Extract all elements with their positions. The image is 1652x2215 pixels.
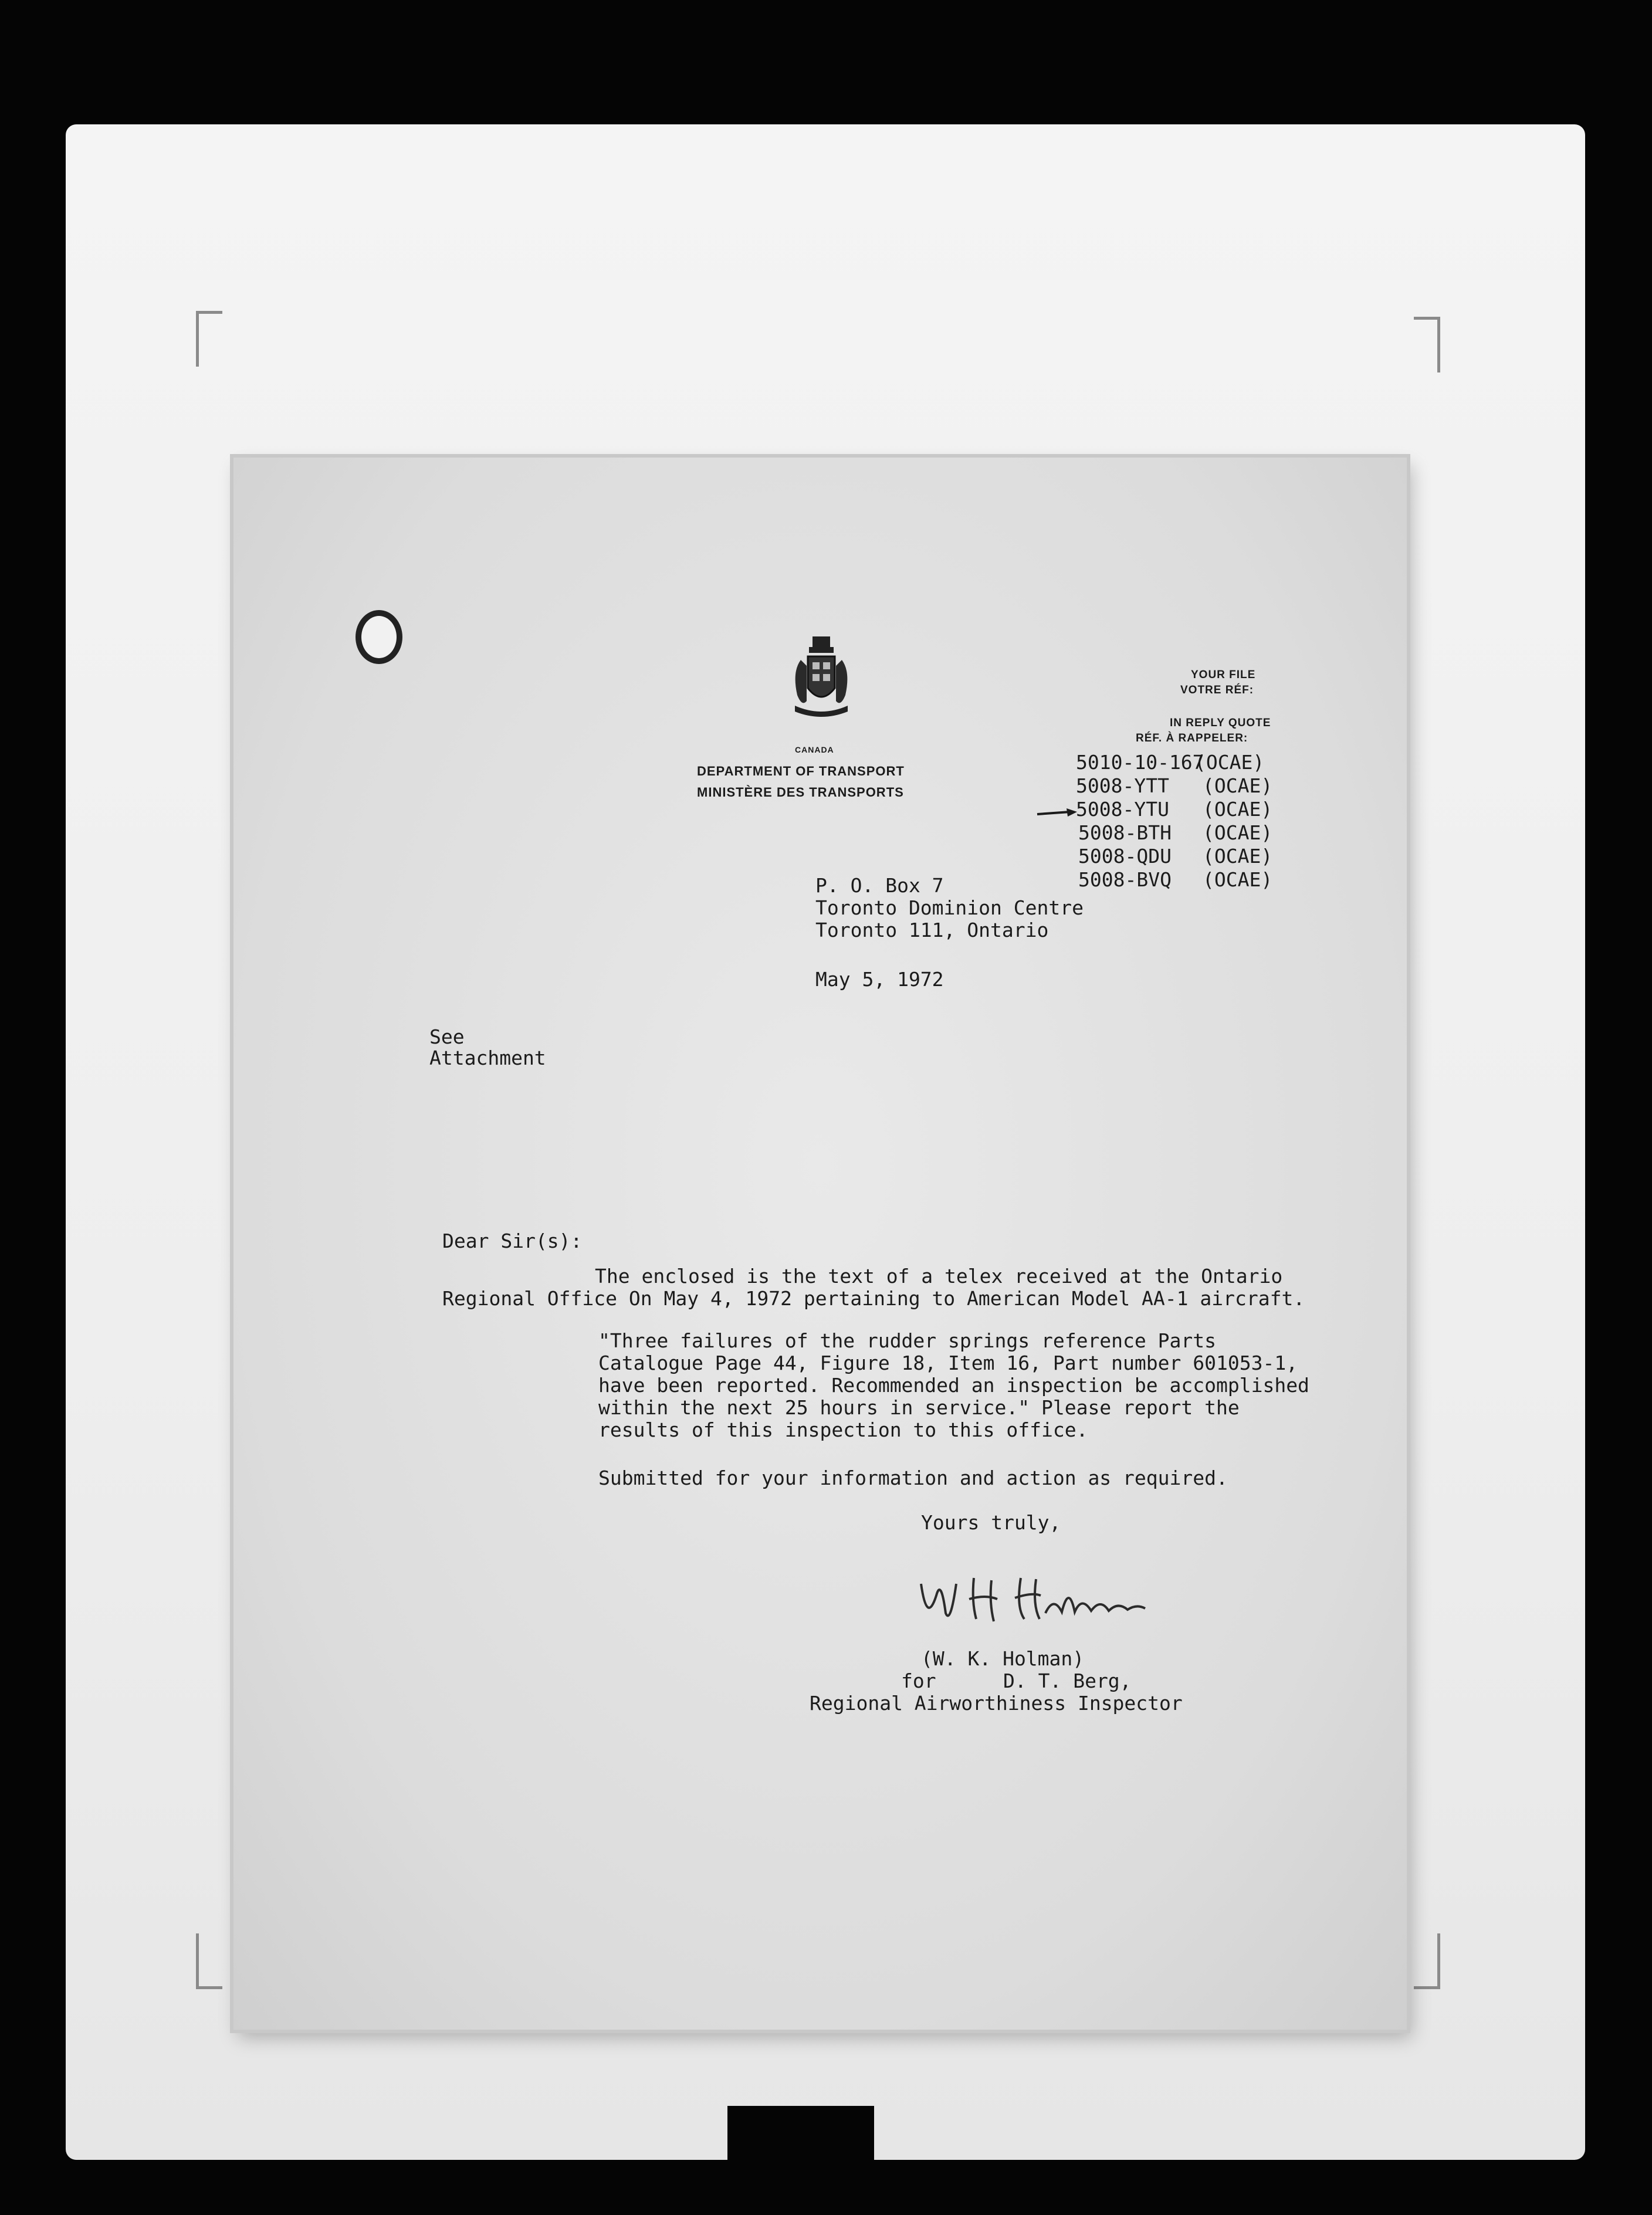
file-ref-suffix: (OCAE) — [1203, 821, 1273, 844]
letter-date: May 5, 1972 — [815, 968, 944, 991]
file-ref-suffix: (OCAE) — [1203, 798, 1273, 821]
crop-mark-top-right — [1414, 317, 1440, 372]
letterhead-country: CANADA — [795, 745, 834, 754]
votre-ref-label: VOTRE RÉF: — [1180, 684, 1254, 696]
body-paragraph: Submitted for your information and action as required. — [598, 1466, 1228, 1489]
crop-mark-bottom-left — [196, 1933, 222, 1989]
file-ref-code: 5008-YTU — [1076, 798, 1169, 821]
file-ref-suffix: (OCAE) — [1194, 751, 1265, 774]
your-file-label: YOUR FILE — [1191, 669, 1256, 681]
salutation: Dear Sir(s): — [442, 1230, 583, 1252]
telex-quote-line: results of this inspection to this office. — [598, 1418, 1088, 1441]
file-ref-code: 5008-QDU — [1078, 845, 1172, 868]
telex-quote-line: have been reported. Recommended an inspection be accomplished — [598, 1374, 1309, 1397]
recipient-line: Attachment — [429, 1046, 546, 1069]
file-ref-code: 5008-BVQ — [1078, 868, 1172, 891]
letterhead-department-fr: MINISTÈRE DES TRANSPORTS — [697, 785, 904, 800]
film-edge-mark — [727, 2106, 874, 2215]
crop-mark-bottom-right — [1414, 1933, 1440, 1989]
file-ref-code: 5010-10-167 — [1076, 751, 1204, 774]
in-reply-quote-label: IN REPLY QUOTE — [1170, 717, 1271, 729]
file-ref-code: 5008-BTH — [1078, 821, 1172, 844]
signer-title: Regional Airworthiness Inspector — [810, 1692, 1183, 1715]
file-ref-code: 5008-YTT — [1076, 774, 1169, 797]
telex-quote-line: within the next 25 hours in service." Please report the — [598, 1396, 1240, 1419]
file-ref-suffix: (OCAE) — [1203, 845, 1273, 868]
on-behalf-of: D. T. Berg, — [1003, 1669, 1132, 1692]
crop-mark-top-left — [196, 311, 222, 367]
address-line: P. O. Box 7 — [815, 874, 944, 897]
letterhead-department-en: DEPARTMENT OF TRANSPORT — [697, 764, 905, 778]
telex-quote-line: "Three failures of the rudder springs reference Parts — [598, 1329, 1216, 1352]
handwritten-signature — [915, 1560, 1173, 1631]
punch-hole — [356, 610, 402, 664]
telex-quote-line: Catalogue Page 44, Figure 18, Item 16, Part number 601053-1, — [598, 1352, 1298, 1374]
body-paragraph-line: Regional Office On May 4, 1972 pertaining to American Model AA-1 aircraft. — [442, 1287, 1305, 1310]
body-paragraph-line: The enclosed is the text of a telex received at the Ontario — [595, 1265, 1283, 1288]
address-line: Toronto Dominion Centre — [815, 896, 1084, 919]
ref-a-rappeler-label: RÉF. À RAPPELER: — [1136, 732, 1248, 744]
signer-name: (W. K. Holman) — [921, 1647, 1085, 1670]
canada-coat-of-arms-icon — [789, 636, 854, 742]
file-ref-suffix: (OCAE) — [1203, 774, 1273, 797]
valediction: Yours truly, — [921, 1511, 1061, 1534]
for-label: for — [901, 1669, 936, 1692]
arrow-right-icon — [1036, 807, 1079, 819]
address-line: Toronto 111, Ontario — [815, 919, 1049, 941]
file-ref-suffix: (OCAE) — [1203, 868, 1273, 891]
recipient-line: See — [429, 1025, 465, 1048]
